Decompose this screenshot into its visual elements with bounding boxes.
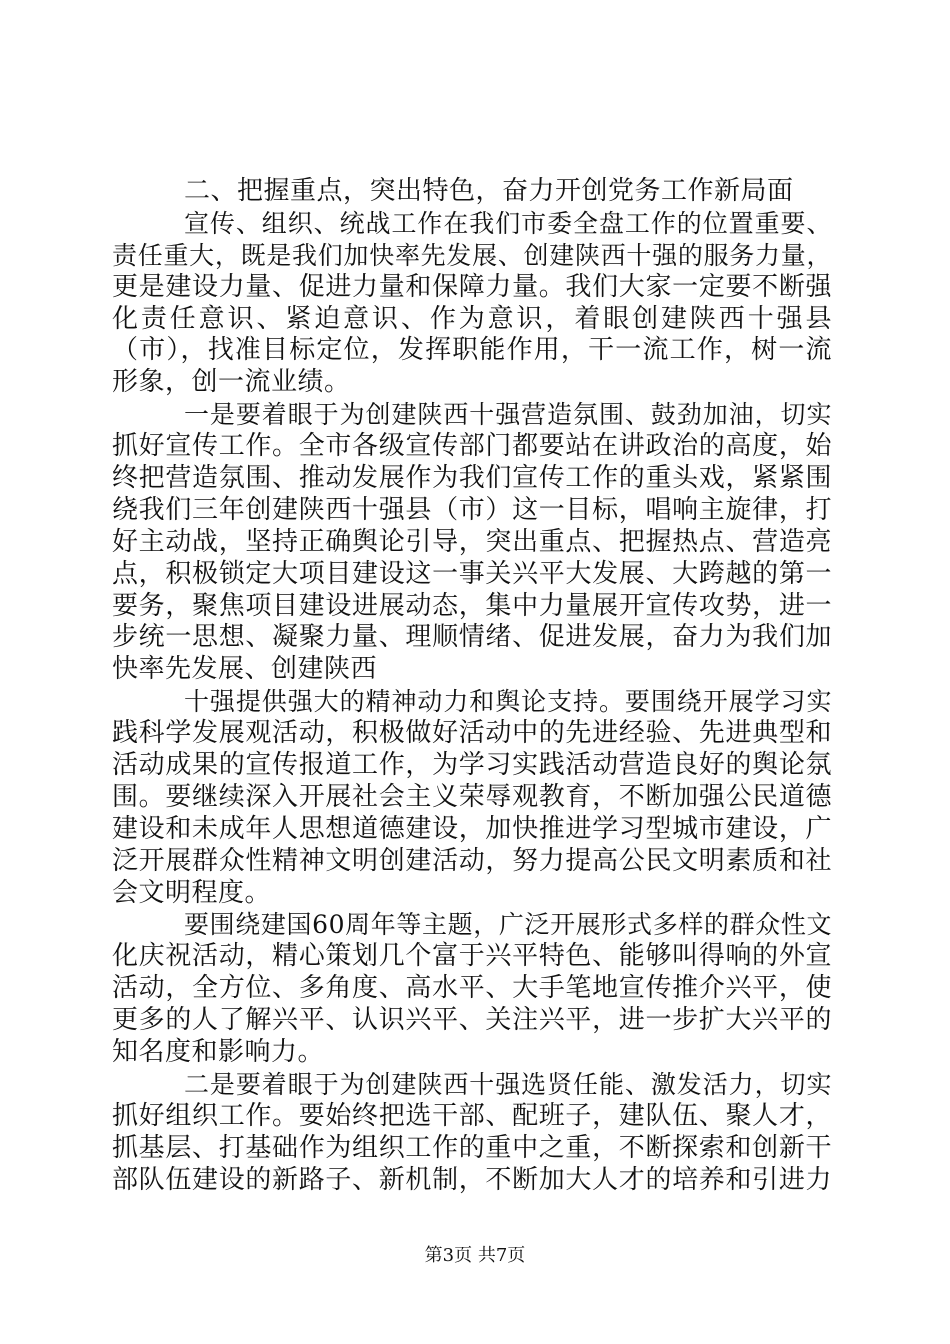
- text-line: 终把营造氛围、推动发展作为我们宣传工作的重头戏，紧紧围: [112, 463, 832, 494]
- text-line: 部队伍建设的新路子、新机制，不断加大人才的培养和引进力: [112, 1164, 832, 1195]
- text-line: 泛开展群众性精神文明创建活动，努力提高公民文明素质和社: [112, 845, 832, 876]
- text-line: 责任重大，既是我们加快率先发展、创建陕西十强的服务力量，: [112, 240, 832, 270]
- text-line: 好主动战，坚持正确舆论引导，突出重点、把握热点、营造亮: [112, 526, 832, 557]
- text-line: 一是要着眼于为创建陕西十强营造氛围、鼓劲加油，切实: [184, 400, 832, 430]
- text-line: 抓好宣传工作。全市各级宣传部门都要站在讲政治的高度，始: [112, 431, 832, 462]
- text-line: 快率先发展、创建陕西: [112, 654, 378, 685]
- text-line: 要务，聚焦项目建设进展动态，集中力量展开宣传攻势，进一: [112, 590, 832, 621]
- text-line: 宣传、组织、统战工作在我们市委全盘工作的位置重要、: [184, 208, 832, 238]
- text-line: 要围绕建国60周年等主题，广泛开展形式多样的群众性文: [184, 910, 832, 940]
- page-footer: 第3页 共7页: [424, 1245, 526, 1266]
- text-line: 步统一思想、凝聚力量、理顺情绪、促进发展，奋力为我们加: [112, 622, 832, 653]
- text-line: 化庆祝活动，精心策划几个富于兴平特色、能够叫得响的外宣: [112, 941, 832, 972]
- text-line: 点，积极锁定大项目建设这一事关兴平大发展、大跨越的第一: [112, 558, 832, 589]
- text-line: 抓基层、打基础作为组织工作的重中之重，不断探索和创新干: [112, 1132, 832, 1163]
- text-line: 活动，全方位、多角度、高水平、大手笔地宣传推介兴平，使: [112, 973, 832, 1004]
- text-line: 活动成果的宣传报道工作，为学习实践活动营造良好的舆论氛: [112, 750, 832, 781]
- document-body: [112, 176, 832, 1197]
- text-line: 二是要着眼于为创建陕西十强选贤任能、激发活力，切实: [184, 1069, 832, 1099]
- text-line: 建设和未成年人思想道德建设，加快推进学习型城市建设，广: [112, 813, 832, 844]
- text-line: 抓好组织工作。要始终把选干部、配班子，建队伍、聚人才，: [112, 1100, 832, 1131]
- text-line: 化责任意识、紧迫意识、作为意识，着眼创建陕西十强县: [112, 303, 832, 334]
- section-heading: 二、把握重点，突出特色，奋力开创党务工作新局面: [184, 176, 794, 206]
- text-line: 更多的人了解兴平、认识兴平、关注兴平，进一步扩大兴平的: [112, 1005, 832, 1036]
- text-line: 知名度和影响力。: [112, 1037, 325, 1068]
- text-line: 践科学发展观活动，积极做好活动中的先进经验、先进典型和: [112, 718, 832, 749]
- text-line: （市），找准目标定位，发挥职能作用，干一流工作，树一流: [112, 335, 832, 366]
- text-line: 形象，创一流业绩。: [112, 367, 351, 398]
- text-line: 更是建设力量、促进力量和保障力量。我们大家一定要不断强: [112, 271, 832, 302]
- text-line: 围。要继续深入开展社会主义荣辱观教育，不断加强公民道德: [112, 781, 832, 812]
- text-line: 会文明程度。: [112, 877, 272, 908]
- text-line: 十强提供强大的精神动力和舆论支持。要围绕开展学习实: [184, 687, 832, 717]
- text-line: 绕我们三年创建陕西十强县（市）这一目标，唱响主旋律，打: [112, 494, 832, 525]
